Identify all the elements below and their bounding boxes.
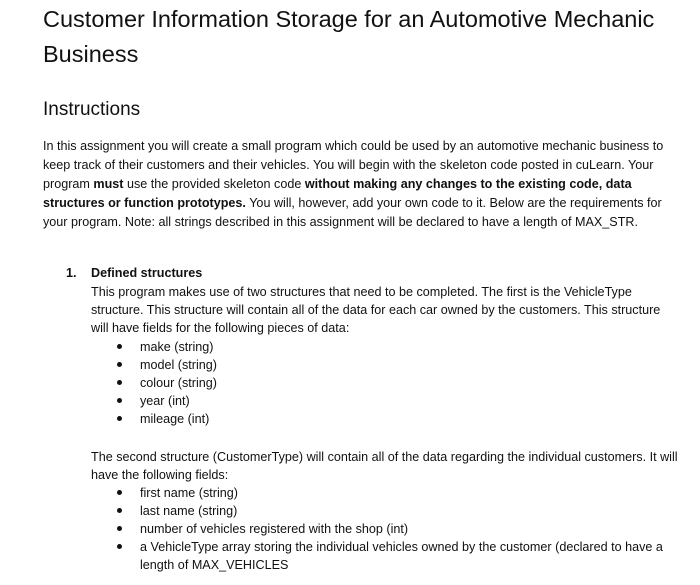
bullet-icon <box>117 508 122 513</box>
bullet-icon <box>117 490 122 495</box>
bullet-icon <box>117 344 122 349</box>
list-item-text: colour (string) <box>140 376 217 390</box>
list-item-text: mileage (int) <box>140 412 210 426</box>
intro-text-1: In this assignment you will create a small program which could be used by an automotive mechanic business to keep track of their customers and their vehicles. You will begin with the skeleton code posted in cuLearn. Your program <box>43 139 664 191</box>
list-item-text: last name (string) <box>140 504 238 518</box>
list-item <box>114 374 674 392</box>
bullet-icon <box>117 526 122 531</box>
bullet-icon <box>117 416 122 421</box>
list-item <box>114 502 674 520</box>
item-title: Defined structures <box>91 266 203 280</box>
bullet-icon <box>117 544 122 549</box>
list-item <box>114 392 674 410</box>
vehicle-fields-list <box>114 338 674 428</box>
intro-paragraph <box>43 137 668 232</box>
list-item-text: year (int) <box>140 394 190 408</box>
customer-structure-paragraph: The second structure (CustomerType) will contain all of the data regarding the individual customers. It will have the following fields: <box>91 450 678 482</box>
vehicle-structure-paragraph: This program makes use of two structures that need to be completed. The first is the VehicleType structure. This structure will contain all of the data for each car owned by the customers. This structure will have fields for the following pieces of data: <box>91 285 661 335</box>
intro-bold-must: must <box>93 177 124 191</box>
list-item-text: model (string) <box>140 358 217 372</box>
list-item <box>114 356 674 374</box>
list-item <box>114 520 674 538</box>
bullet-icon <box>117 380 122 385</box>
customer-fields-list <box>114 484 674 574</box>
intro-text-2: use the provided skeleton code <box>123 177 305 191</box>
list-item <box>114 484 674 502</box>
instructions-heading: Instructions <box>43 99 141 120</box>
list-item <box>114 538 674 574</box>
intro-bold-requirement: without making any changes to the existing code, data structures or function prototypes. <box>43 177 632 210</box>
document-title: Customer Information Storage for an Automotive Mechanic Business <box>43 6 655 67</box>
intro-text-3: You will, however, add your own code to it. Below are the requirements for your program. Note: all strings described in this assignment will be declared to have a length of MAX_STR. <box>43 196 662 229</box>
list-item <box>114 338 674 356</box>
bullet-icon <box>117 362 122 367</box>
list-item-text: first name (string) <box>140 486 238 500</box>
list-item-text: a VehicleType array storing the individual vehicles owned by the customer (declared to have a length of MAX_VEHICLES <box>140 540 663 572</box>
item-number: 1. <box>66 266 77 280</box>
list-item-text: make (string) <box>140 340 214 354</box>
list-item-text: number of vehicles registered with the shop (int) <box>140 522 409 536</box>
list-item <box>114 410 674 428</box>
bullet-icon <box>117 398 122 403</box>
